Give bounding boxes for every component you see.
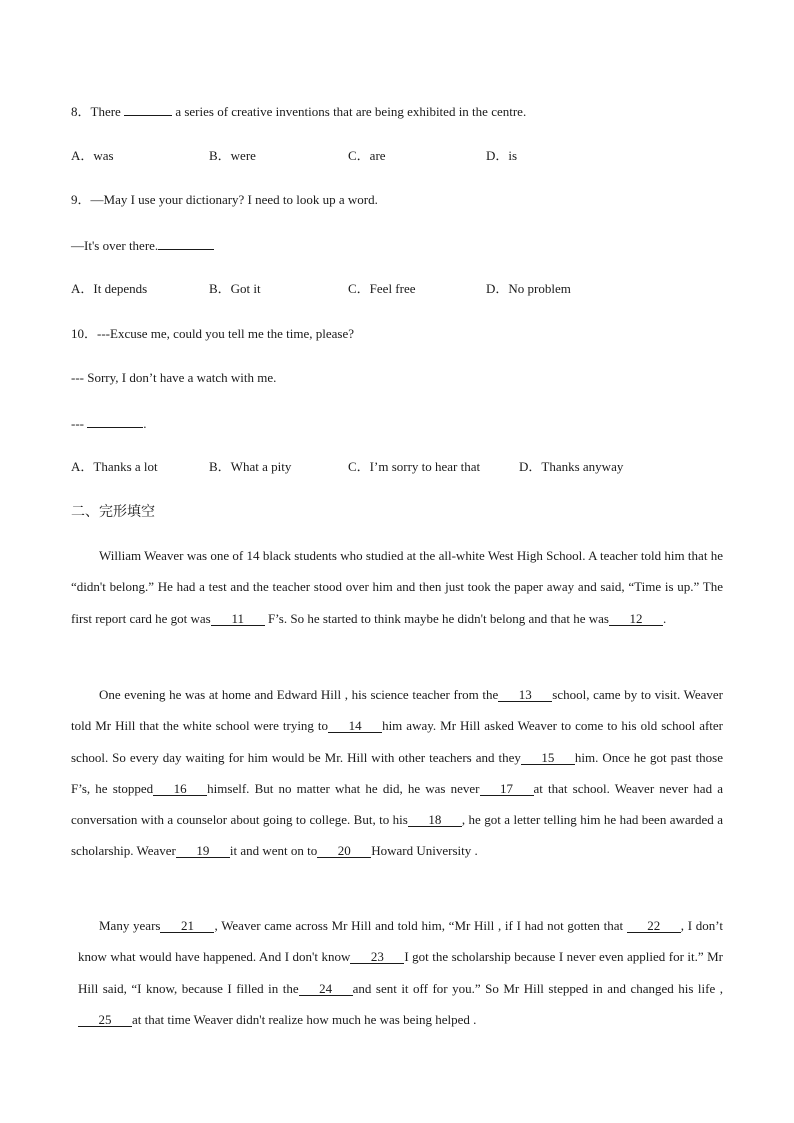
question-10-stem [71, 326, 354, 342]
stem-text: . [143, 416, 147, 431]
stem-text: --- Sorry, I don’t have a watch with me. [71, 370, 277, 385]
option-c: C．are [348, 148, 386, 163]
passage-text: it and went on to [229, 843, 318, 859]
passage-text: Howard University . [371, 843, 478, 859]
section-title: 二、完形填空 [71, 504, 155, 520]
option-a: A．was [71, 148, 114, 163]
passage-paragraph-2 [71, 679, 723, 867]
option-c: C．Feel free [348, 281, 416, 296]
passage-text: at that time Weaver didn't realize how much he was being helped . [132, 1011, 477, 1027]
stem-text: There [90, 104, 121, 119]
question-8-stem [71, 103, 526, 120]
option-a: A．Thanks a lot [71, 459, 158, 474]
passage-text: him away. Mr Hill asked Weaver to come to his old school after school. So every day waiting for him would be Mr. Hill with other teachers and they [71, 718, 723, 765]
option-d: D．is [486, 148, 518, 163]
option-c: C．I’m sorry to hear that [348, 459, 481, 474]
cloze-blank-21: 21 [160, 919, 214, 933]
stem-text: a series of creative inventions that are being exhibited in the centre. [175, 104, 527, 119]
passage-text: , I don’t know what would have happened. And I don't know [78, 918, 723, 965]
cloze-blank-25: 25 [78, 1013, 132, 1027]
cloze-blank-24: 24 [299, 982, 353, 996]
cloze-blank-22: 22 [627, 919, 681, 933]
question-number: 9． [71, 192, 91, 207]
passage-text: I got the scholarship because I never even applied for it.” Mr Hill said, “I know, because I filled in the [78, 949, 723, 996]
passage-text: , he got a letter telling him he had been awarded a scholarship. Weaver [71, 812, 723, 859]
stem-text: ---Excuse me, could you tell me the time, please? [97, 326, 355, 341]
passage-text: One evening he was at home and Edward Hill , his science teacher from the [99, 687, 499, 702]
passage-text: himself. But no matter what he did, he was never [207, 780, 480, 796]
passage-paragraph-1 [71, 540, 723, 634]
question-10-response [71, 370, 276, 386]
cloze-blank-12: 12 [609, 612, 663, 626]
option-d: D．Thanks anyway [519, 459, 624, 474]
passage-text: at that school. Weaver never had a conversation with a counselor about going to college. But, to his [71, 780, 723, 828]
passage-text: William Weaver was one of 14 black students who studied at the all-white West High School. A teacher told him that he “didn't belong.” He had a test and the teacher stood over him and then just took the paper away and said, “Time is up.” The first report card he got was [71, 548, 723, 626]
question-number: 8． [71, 104, 91, 119]
cloze-blank-11: 11 [211, 612, 265, 626]
cloze-blank-16: 16 [153, 782, 207, 796]
stem-text: —It's over there. [71, 238, 159, 253]
option-d: D．No problem [486, 281, 571, 296]
passage-text: Many years [99, 918, 161, 933]
passage-text: him. Once he got past those F’s, he stopped [71, 749, 724, 796]
cloze-blank-18: 18 [408, 813, 462, 827]
option-a: A．It depends [71, 281, 148, 296]
question-10-reply [71, 415, 147, 432]
question-number: 10． [71, 326, 98, 341]
stem-text: --- [71, 416, 84, 431]
passage-text: school, came by to visit. Weaver told Mr Hill that the white school were trying to [71, 687, 723, 734]
answer-blank [158, 237, 214, 250]
cloze-blank-20: 20 [317, 844, 371, 858]
passage-text: F’s. So he started to think maybe he didn't belong and that he was [267, 610, 609, 626]
cloze-blank-14: 14 [328, 719, 382, 733]
cloze-blank-17: 17 [480, 782, 534, 796]
question-9-response [71, 237, 214, 254]
option-b: B．Got it [209, 281, 261, 296]
answer-blank [87, 415, 143, 428]
option-b: B．were [209, 148, 256, 163]
answer-blank [124, 103, 172, 116]
cloze-blank-23: 23 [350, 950, 404, 964]
cloze-blank-19: 19 [176, 844, 230, 858]
stem-text: —May I use your dictionary? I need to look up a word. [90, 192, 378, 207]
passage-paragraph-3 [78, 910, 723, 1035]
passage-text: and sent it off for you.” So Mr Hill stepped in and changed his life , [352, 980, 723, 996]
cloze-blank-13: 13 [498, 688, 552, 702]
passage-text: . [662, 610, 667, 626]
passage-text: , Weaver came across Mr Hill and told him, “Mr Hill , if I had not gotten that [214, 918, 624, 933]
cloze-blank-15: 15 [521, 751, 575, 765]
question-9-stem [71, 192, 378, 208]
option-b: B．What a pity [209, 459, 292, 474]
